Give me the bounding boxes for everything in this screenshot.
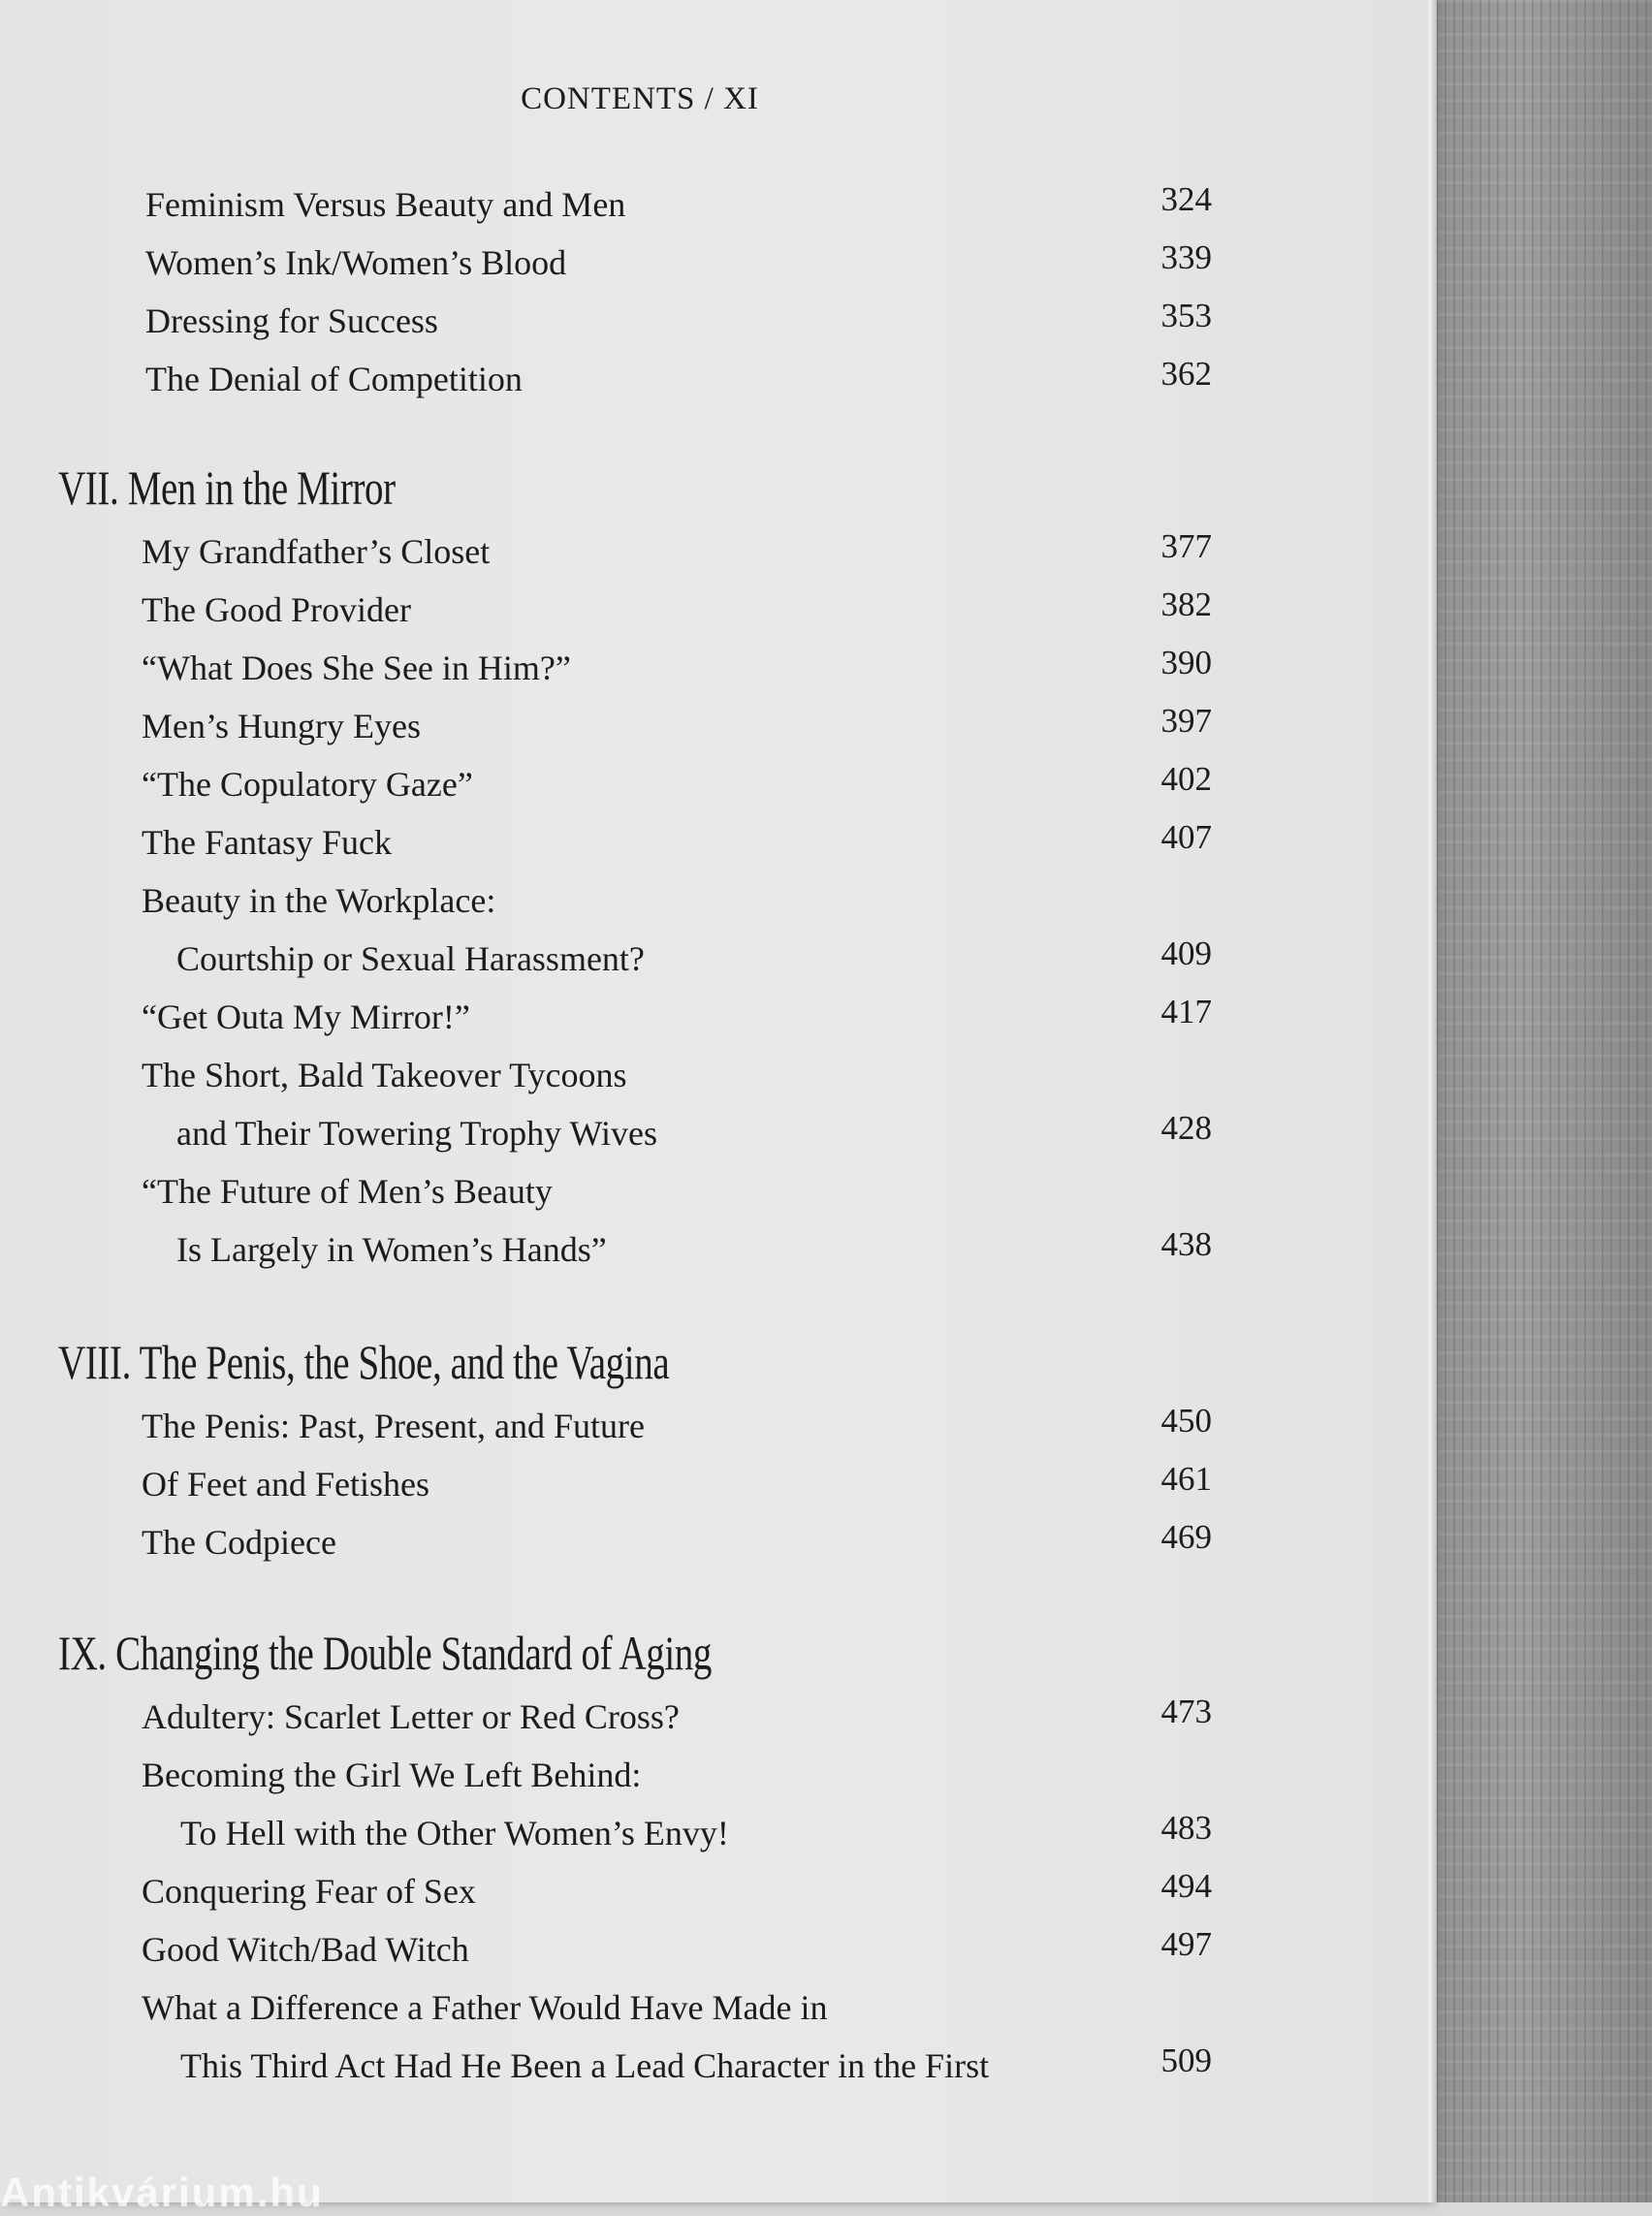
toc-entry-page: 362 xyxy=(1160,355,1212,393)
toc-entry-title: Adultery: Scarlet Letter or Red Cross? xyxy=(142,1697,680,1736)
toc-entry-page: 417 xyxy=(1160,993,1212,1030)
toc-entry-title: The Codpiece xyxy=(142,1523,336,1562)
toc-entry-title: The Fantasy Fuck xyxy=(142,823,392,862)
toc-entry-page: 390 xyxy=(1160,644,1212,681)
toc-entry-page: 497 xyxy=(1160,1925,1212,1963)
toc-entry-title: Men’s Hungry Eyes xyxy=(142,707,421,745)
watermark: Antikvárium.hu xyxy=(0,2169,324,2215)
toc-entry-title: The Short, Bald Takeover Tycoons xyxy=(142,1056,627,1094)
toc-entry-title: My Grandfather’s Closet xyxy=(142,532,491,571)
section-heading: VII. Men in the Mirror xyxy=(58,460,396,515)
toc-entry-page: 428 xyxy=(1160,1109,1212,1147)
toc-entry-page: 324 xyxy=(1160,180,1212,218)
toc-entry-page: 402 xyxy=(1160,760,1212,798)
toc-entry-title: Women’s Ink/Women’s Blood xyxy=(145,243,567,282)
toc-entry-title-continued: To Hell with the Other Women’s Envy! xyxy=(180,1814,729,1852)
toc-entry-page: 438 xyxy=(1160,1225,1212,1263)
toc-entry-page: 473 xyxy=(1160,1693,1212,1730)
toc-entry-title: What a Difference a Father Would Have Made in xyxy=(142,1988,828,2027)
section-heading: IX. Changing the Double Standard of Aging xyxy=(58,1626,713,1680)
header-title: CONTENTS xyxy=(521,81,696,116)
toc-entry-title: “What Does She See in Him?” xyxy=(142,649,571,687)
toc-entry-page: 469 xyxy=(1160,1518,1212,1556)
toc-entry-page: 509 xyxy=(1160,2042,1212,2079)
toc-entry-page: 339 xyxy=(1160,238,1212,276)
toc-entry-title: Of Feet and Fetishes xyxy=(142,1465,429,1504)
toc-entry-page: 397 xyxy=(1160,702,1212,740)
toc-entry-title: The Good Provider xyxy=(142,590,411,629)
toc-entry-title: “Get Outa My Mirror!” xyxy=(142,997,470,1036)
toc-entry-title: “The Copulatory Gaze” xyxy=(142,765,473,804)
toc-entry-page: 407 xyxy=(1160,818,1212,856)
toc-entry-title: Becoming the Girl We Left Behind: xyxy=(142,1756,642,1794)
section-heading: VIII. The Penis, the Shoe, and the Vagina xyxy=(58,1335,670,1389)
toc-entry-page: 377 xyxy=(1160,527,1212,565)
toc-entry-page: 353 xyxy=(1160,297,1212,334)
toc-entry-title: The Denial of Competition xyxy=(145,360,523,398)
page-header xyxy=(0,81,1280,117)
toc-entry-title-continued: Is Largely in Women’s Hands” xyxy=(176,1230,607,1269)
page-edge xyxy=(1429,0,1437,2202)
toc-entry-title-continued: Courtship or Sexual Harassment? xyxy=(176,939,645,978)
header-page-numeral: XI xyxy=(723,81,759,116)
toc-entry-page: 483 xyxy=(1160,1809,1212,1847)
toc-entry-title: Feminism Versus Beauty and Men xyxy=(145,185,626,224)
toc-entry-title: Conquering Fear of Sex xyxy=(142,1872,476,1911)
header-separator: / xyxy=(704,81,715,116)
toc-entry-title: Good Witch/Bad Witch xyxy=(142,1930,469,1969)
background-surface xyxy=(1427,0,1652,2202)
toc-entry-title: “The Future of Men’s Beauty xyxy=(142,1172,553,1211)
toc-entry-page: 461 xyxy=(1160,1460,1212,1498)
toc-entry-page: 494 xyxy=(1160,1867,1212,1905)
toc-entry-title: Dressing for Success xyxy=(145,301,438,340)
toc-entry-page: 382 xyxy=(1160,586,1212,623)
toc-entry-title: The Penis: Past, Present, and Future xyxy=(142,1407,645,1445)
toc-entry-title: Beauty in the Workplace: xyxy=(142,881,496,920)
toc-entry-page: 450 xyxy=(1160,1402,1212,1440)
toc-entry-title-continued: and Their Towering Trophy Wives xyxy=(176,1114,658,1153)
toc-entry-title-continued: This Third Act Had He Been a Lead Character in the First xyxy=(180,2046,990,2085)
toc-entry-page: 409 xyxy=(1160,934,1212,972)
